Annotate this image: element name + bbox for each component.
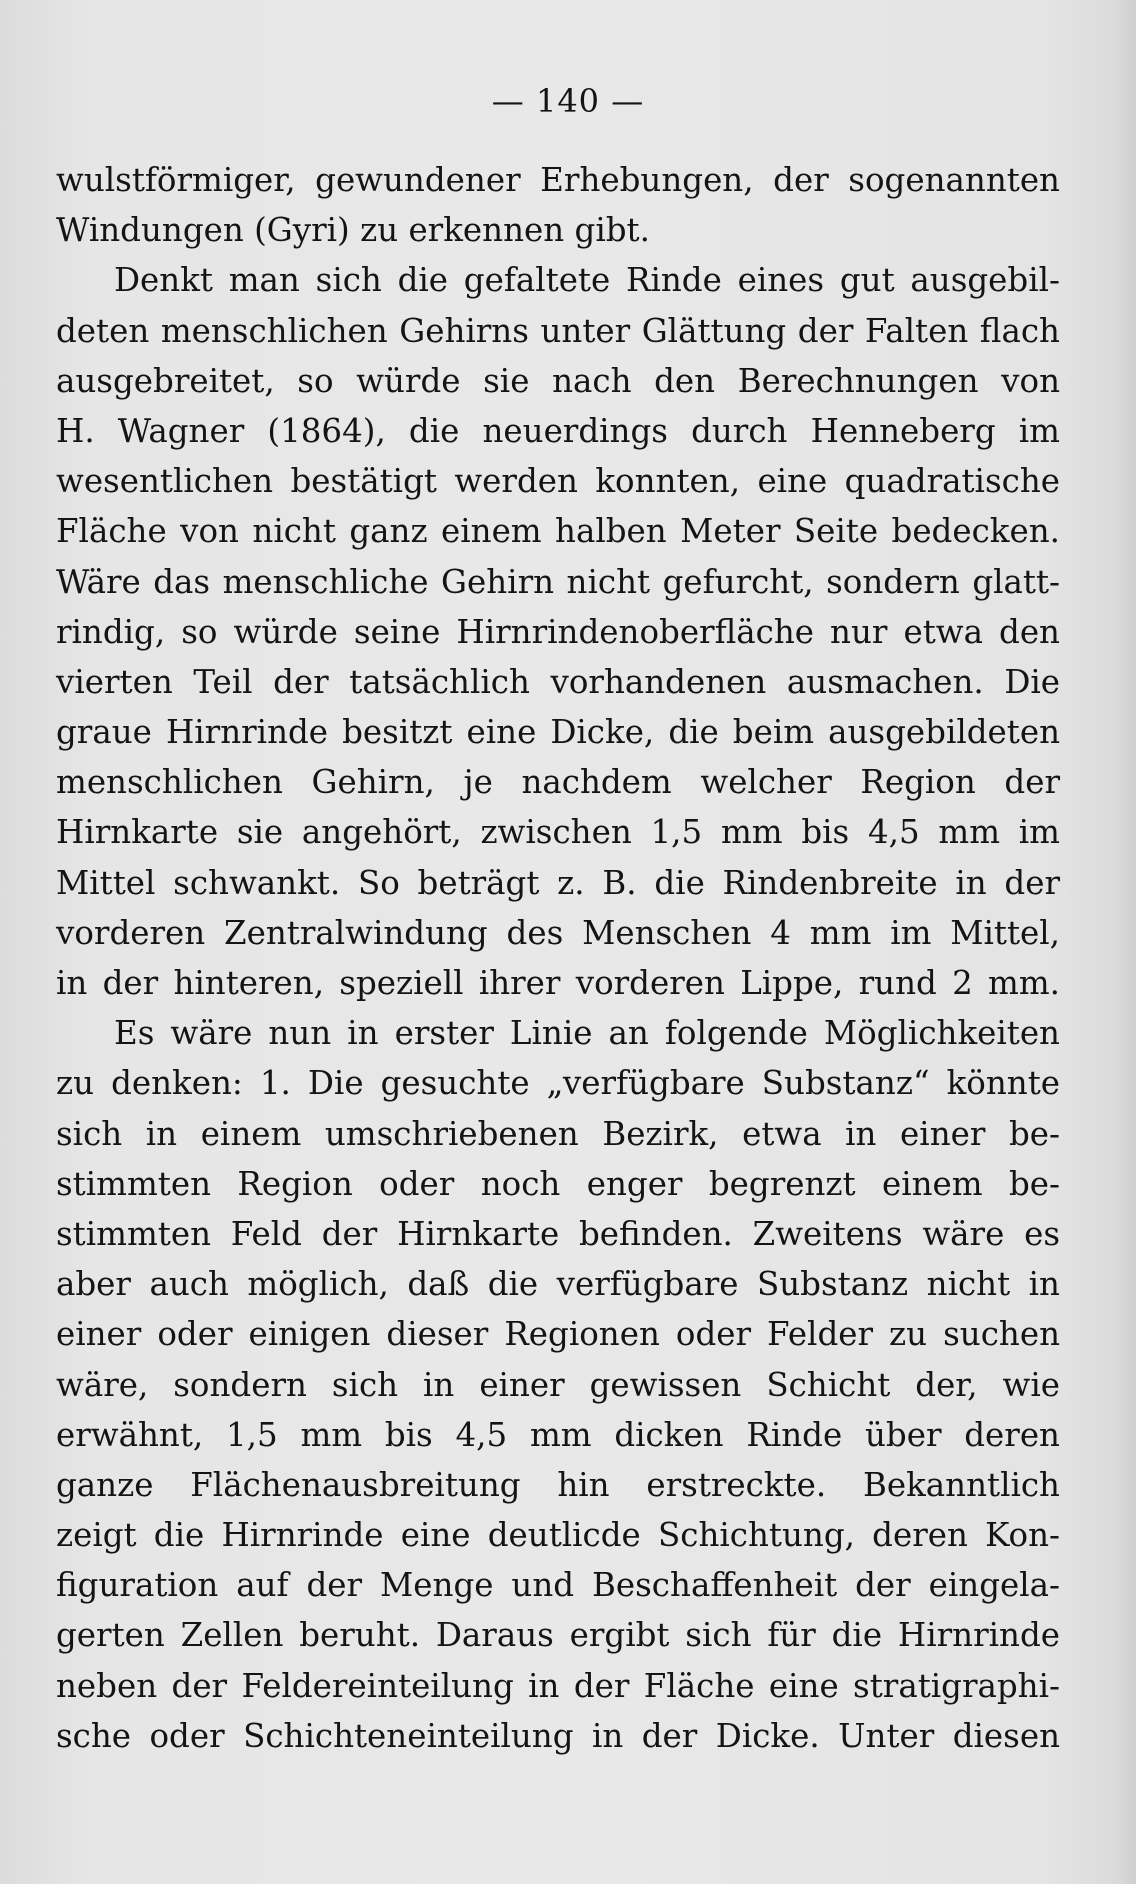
text-line: zeigt die Hirnrinde eine deutlicde Schichtung, deren Kon- (56, 1516, 1060, 1555)
text-line: Windungen (Gyri) zu erkennen gibt. (56, 211, 650, 250)
text-line: menschlichen Gehirn, je nachdem welcher Region der (56, 763, 1060, 802)
text-line: zu denken: 1. Die gesuchte „verfügbare Substanz“ könnte (56, 1064, 1060, 1103)
text-line: Denkt man sich die gefaltete Rinde eines gut ausgebil- (114, 261, 1060, 300)
text-line: Hirnkarte sie angehört, zwischen 1,5 mm bis 4,5 mm im (56, 813, 1060, 852)
text-line: neben der Feldereinteilung in der Fläche eine stratigraphi- (56, 1666, 1060, 1705)
text-line: stimmten Feld der Hirnkarte befinden. Zweitens wäre es (56, 1214, 1060, 1253)
text-line: Fläche von nicht ganz einem halben Meter Seite bedecken. (56, 512, 1060, 551)
body-text (56, 155, 1060, 1761)
page-number: — 140 — (491, 82, 645, 120)
text-line: gerten Zellen beruht. Daraus ergibt sich für die Hirnrinde (56, 1616, 1060, 1655)
text-line: sche oder Schichteneinteilung in der Dicke. Unter diesen (56, 1716, 1060, 1755)
text-line: aber auch möglich, daß die verfügbare Substanz nicht in (56, 1265, 1060, 1304)
text-line: deten menschlichen Gehirns unter Glättung der Falten flach (56, 311, 1060, 350)
text-line: einer oder einigen dieser Regionen oder Felder zu suchen (56, 1315, 1060, 1354)
text-line: ganze Flächenausbreitung hin erstreckte. Bekanntlich (56, 1465, 1060, 1504)
text-line: Wäre das menschliche Gehirn nicht gefurcht, sondern glatt- (56, 562, 1060, 601)
text-line: Es wäre nun in erster Linie an folgende Möglichkeiten (114, 1014, 1060, 1053)
text-line: ausgebreitet, so würde sie nach den Berechnungen von (56, 361, 1060, 400)
text-line: vierten Teil der tatsächlich vorhandenen ausmachen. Die (56, 662, 1060, 701)
text-line: wulstförmiger, gewundener Erhebungen, der sogenannten (56, 161, 1060, 199)
text-line: wäre, sondern sich in einer gewissen Schicht der, wie (56, 1365, 1060, 1404)
text-line: vorderen Zentralwindung des Menschen 4 mm im Mittel, (56, 913, 1060, 952)
text-line: Mittel schwankt. So beträgt z. B. die Rindenbreite in der (56, 863, 1060, 902)
text-line: in der hinteren, speziell ihrer vorderen Lippe, rund 2 mm. (56, 964, 1060, 1002)
text-line: figuration auf der Menge und Beschaffenheit der eingela- (56, 1566, 1060, 1605)
text-line: erwähnt, 1,5 mm bis 4,5 mm dicken Rinde über deren (56, 1415, 1060, 1454)
text-line: graue Hirnrinde besitzt eine Dicke, die beim ausgebildeten (56, 713, 1060, 752)
page-spine-shadow (1118, 0, 1136, 1884)
text-line: wesentlichen bestätigt werden konnten, eine quadratische (56, 462, 1060, 501)
text-line: stimmten Region oder noch enger begrenzt einem be- (56, 1164, 1060, 1203)
text-line: rindig, so würde seine Hirnrindenoberfläche nur etwa den (56, 612, 1060, 651)
text-line: H. Wagner (1864), die neuerdings durch Henneberg im (56, 411, 1060, 450)
text-line: sich in einem umschriebenen Bezirk, etwa in einer be- (56, 1114, 1060, 1153)
